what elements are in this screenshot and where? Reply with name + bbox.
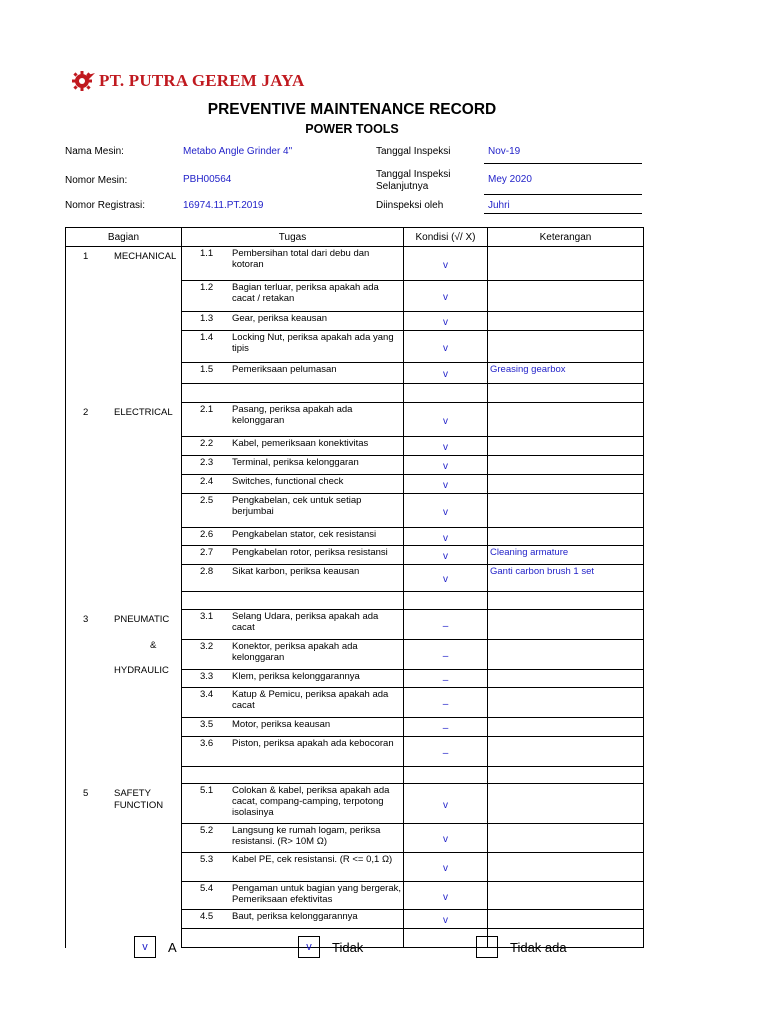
- spacer-cell: [404, 592, 488, 610]
- task-number: 2.4: [200, 476, 214, 487]
- task-row: [66, 610, 644, 640]
- keterangan-cell: [488, 853, 644, 882]
- task-number: 3.3: [200, 671, 214, 682]
- task-text: Locking Nut, periksa apakah ada yang tipis: [232, 332, 394, 354]
- task-number: 3.5: [200, 719, 214, 730]
- checkbox-a-label: A: [168, 940, 177, 955]
- keterangan-cell: [488, 528, 644, 546]
- task-text: Sikat karbon, periksa keausan: [232, 566, 360, 577]
- kondisi-value: v: [443, 292, 448, 303]
- nomor-registrasi-label: Nomor Registrasi:: [65, 200, 146, 211]
- section-label: [114, 788, 163, 812]
- checkbox-tidak-ada[interactable]: [476, 936, 498, 958]
- keterangan-cell: [488, 718, 644, 737]
- keterangan-cell: [488, 312, 644, 331]
- kondisi-value: –: [442, 748, 449, 759]
- tanggal-inspeksi-label: Tanggal Inspeksi: [376, 146, 451, 157]
- keterangan-cell: [488, 882, 644, 910]
- task-number: 2.7: [200, 547, 214, 558]
- keterangan-cell: [488, 403, 644, 437]
- section-cell: [66, 403, 182, 610]
- kondisi-cell: [404, 670, 488, 688]
- kondisi-value: v: [443, 533, 448, 544]
- keterangan-cell: [488, 475, 644, 494]
- checkbox-tidak-mark: v: [306, 941, 312, 953]
- task-text: Pengkabelan stator, cek resistansi: [232, 529, 377, 540]
- task-cell: [182, 882, 404, 910]
- nomor-mesin-label: Nomor Mesin:: [65, 175, 128, 186]
- section-number: 2: [83, 406, 89, 418]
- task-cell: [182, 403, 404, 437]
- nama-mesin-value: Metabo Angle Grinder 4": [183, 146, 293, 157]
- kondisi-value: v: [443, 507, 448, 518]
- checkbox-tidak-label: Tidak: [332, 940, 364, 955]
- task-number: 5.3: [200, 854, 214, 865]
- section-label-line1: MECHANICAL: [114, 251, 177, 262]
- task-row: [66, 784, 644, 824]
- spacer-cell: [488, 592, 644, 610]
- diinspeksi-oleh-underline: [484, 213, 642, 214]
- task-number: 3.6: [200, 738, 214, 749]
- kondisi-value: v: [443, 834, 448, 845]
- section-label-line2: &: [150, 639, 157, 651]
- task-text: Colokan & kabel, periksa apakah ada cacat, compang-camping, terpotong isolasinya: [232, 785, 390, 818]
- task-number: 4.5: [200, 911, 214, 922]
- company-logo: [70, 70, 305, 92]
- kondisi-cell: [404, 610, 488, 640]
- keterangan-cell: [488, 281, 644, 312]
- keterangan-cell: [488, 640, 644, 670]
- spacer-cell: [182, 767, 404, 784]
- task-text: Pembersihan total dari debu dan kotoran: [232, 248, 370, 270]
- task-number: 2.5: [200, 495, 214, 506]
- kondisi-cell: [404, 456, 488, 475]
- section-cell: [66, 247, 182, 403]
- spacer-cell: [488, 384, 644, 403]
- keterangan-cell: [488, 456, 644, 475]
- task-cell: [182, 640, 404, 670]
- section-cell: [66, 784, 182, 948]
- kondisi-cell: [404, 494, 488, 528]
- task-text: Langsung ke rumah logam, periksa resistansi. (R> 10M Ω): [232, 825, 381, 847]
- kondisi-cell: [404, 437, 488, 456]
- section-label: [114, 614, 169, 677]
- keterangan-cell: [488, 670, 644, 688]
- checkbox-a[interactable]: [134, 936, 156, 958]
- diinspeksi-oleh-value: Juhri: [488, 200, 510, 211]
- keterangan-value: Cleaning armature: [490, 547, 569, 558]
- section-number: 5: [83, 787, 89, 799]
- kondisi-cell: [404, 737, 488, 767]
- keterangan-cell: [488, 824, 644, 853]
- kondisi-value: v: [443, 416, 448, 427]
- kondisi-value: v: [443, 461, 448, 472]
- kondisi-cell: [404, 882, 488, 910]
- task-number: 5.4: [200, 883, 214, 894]
- document-subtitle: POWER TOOLS: [305, 122, 399, 136]
- section-label-line1: PNEUMATIC: [114, 613, 170, 625]
- tanggal-selanjutnya-label-line2: Selanjutnya: [376, 181, 429, 192]
- kondisi-cell: [404, 312, 488, 331]
- maintenance-table: [65, 227, 644, 948]
- tanggal-selanjutnya-label: [376, 169, 451, 193]
- task-number: 1.1: [200, 248, 214, 259]
- spacer-cell: [404, 767, 488, 784]
- keterangan-cell: [488, 610, 644, 640]
- kondisi-cell: [404, 853, 488, 882]
- header-kondisi: Kondisi (√/ X): [404, 228, 488, 247]
- document-title: PREVENTIVE MAINTENANCE RECORD: [207, 101, 497, 118]
- task-text: Konektor, periksa apakah ada kelonggaran: [232, 641, 358, 663]
- task-text: Pemeriksaan pelumasan: [232, 364, 337, 375]
- kondisi-value: –: [442, 651, 449, 662]
- task-text: Pasang, periksa apakah ada kelonggaran: [232, 404, 353, 426]
- task-number: 2.8: [200, 566, 214, 577]
- nomor-registrasi-value: 16974.11.PT.2019: [183, 200, 264, 211]
- task-cell: [182, 546, 404, 565]
- task-cell: [182, 910, 404, 929]
- task-text: Pengkabelan, cek untuk setiap berjumbai: [232, 495, 362, 517]
- task-text: Kabel PE, cek resistansi. (R <= 0,1 Ω): [232, 854, 393, 865]
- kondisi-value: v: [443, 343, 448, 354]
- task-number: 5.2: [200, 825, 214, 836]
- kondisi-cell: [404, 784, 488, 824]
- task-cell: [182, 824, 404, 853]
- task-cell: [182, 565, 404, 592]
- section-label: [114, 407, 173, 419]
- task-number: 2.1: [200, 404, 214, 415]
- task-cell: [182, 610, 404, 640]
- kondisi-cell: [404, 363, 488, 384]
- keterangan-value: Ganti carbon brush 1 set: [490, 566, 595, 577]
- spacer-cell: [404, 929, 488, 948]
- task-text: Baut, periksa kelonggarannya: [232, 911, 358, 922]
- task-cell: [182, 437, 404, 456]
- task-text: Pengaman untuk bagian yang bergerak, Pemeriksaan efektivitas: [232, 883, 402, 905]
- section-number: 3: [83, 613, 89, 625]
- task-row: [66, 247, 644, 281]
- task-cell: [182, 494, 404, 528]
- section-label-line3: HYDRAULIC: [114, 664, 169, 676]
- nama-mesin-label: Nama Mesin:: [65, 146, 124, 157]
- kondisi-cell: [404, 403, 488, 437]
- kondisi-value: v: [443, 260, 448, 271]
- kondisi-value: v: [443, 863, 448, 874]
- kondisi-cell: [404, 281, 488, 312]
- task-number: 5.1: [200, 785, 214, 796]
- task-number: 3.4: [200, 689, 214, 700]
- checkbox-a-mark: v: [142, 941, 148, 953]
- kondisi-cell: [404, 528, 488, 546]
- kondisi-cell: [404, 688, 488, 718]
- task-text: Pengkabelan rotor, periksa resistansi: [232, 547, 388, 558]
- task-number: 1.5: [200, 364, 214, 375]
- gear-logo-icon: [70, 70, 96, 92]
- kondisi-cell: [404, 247, 488, 281]
- task-number: 2.3: [200, 457, 214, 468]
- task-cell: [182, 528, 404, 546]
- keterangan-cell: [488, 363, 644, 384]
- kondisi-cell: [404, 824, 488, 853]
- task-text: Terminal, periksa kelonggaran: [232, 457, 359, 468]
- table-header-row: [66, 228, 644, 247]
- task-cell: [182, 312, 404, 331]
- task-text: Bagian terluar, periksa apakah ada cacat / retakan: [232, 282, 379, 304]
- tanggal-inspeksi-value: Nov-19: [488, 146, 521, 157]
- header-keterangan: Keterangan: [488, 228, 644, 247]
- keterangan-cell: [488, 494, 644, 528]
- header-bagian: Bagian: [66, 228, 182, 247]
- task-text: Katup & Pemicu, periksa apakah ada cacat: [232, 689, 389, 711]
- kondisi-cell: [404, 331, 488, 363]
- kondisi-value: –: [442, 675, 449, 686]
- task-cell: [182, 670, 404, 688]
- task-text: Switches, functional check: [232, 476, 344, 487]
- keterangan-cell: [488, 331, 644, 363]
- task-number: 1.2: [200, 282, 214, 293]
- task-cell: [182, 331, 404, 363]
- task-number: 2.2: [200, 438, 214, 449]
- keterangan-cell: [488, 247, 644, 281]
- task-number: 1.4: [200, 332, 214, 343]
- tanggal-selanjutnya-label-line1: Tanggal Inspeksi: [376, 169, 451, 180]
- keterangan-value: Greasing gearbox: [490, 364, 566, 375]
- section-cell: [66, 610, 182, 784]
- task-cell: [182, 456, 404, 475]
- task-row: [66, 403, 644, 437]
- kondisi-cell: [404, 910, 488, 929]
- diinspeksi-oleh-label: Diinspeksi oleh: [376, 200, 444, 211]
- keterangan-cell: [488, 784, 644, 824]
- kondisi-value: v: [443, 551, 448, 562]
- spacer-cell: [182, 929, 404, 948]
- task-cell: [182, 853, 404, 882]
- kondisi-value: v: [443, 915, 448, 926]
- task-cell: [182, 363, 404, 384]
- tanggal-selanjutnya-underline: [484, 194, 642, 195]
- task-text: Selang Udara, periksa apakah ada cacat: [232, 611, 379, 633]
- tanggal-selanjutnya-value: Mey 2020: [488, 174, 532, 185]
- task-number: 3.1: [200, 611, 214, 622]
- kondisi-value: –: [442, 699, 449, 710]
- keterangan-cell: [488, 437, 644, 456]
- task-number: 2.6: [200, 529, 214, 540]
- spacer-cell: [182, 592, 404, 610]
- checkbox-tidak-ada-label: Tidak ada: [510, 940, 567, 955]
- nomor-mesin-value: PBH00564: [183, 174, 232, 185]
- keterangan-cell: [488, 546, 644, 565]
- kondisi-cell: [404, 718, 488, 737]
- task-cell: [182, 784, 404, 824]
- kondisi-value: v: [443, 480, 448, 491]
- keterangan-cell: [488, 737, 644, 767]
- kondisi-cell: [404, 640, 488, 670]
- task-cell: [182, 475, 404, 494]
- keterangan-cell: [488, 688, 644, 718]
- kondisi-cell: [404, 546, 488, 565]
- spacer-cell: [404, 384, 488, 403]
- spacer-cell: [488, 767, 644, 784]
- section-number: 1: [83, 251, 89, 262]
- task-number: 1.3: [200, 313, 214, 324]
- kondisi-value: v: [443, 369, 448, 380]
- kondisi-value: v: [443, 442, 448, 453]
- section-label-line2: FUNCTION: [114, 799, 164, 811]
- kondisi-value: v: [443, 800, 448, 811]
- keterangan-cell: [488, 910, 644, 929]
- keterangan-cell: [488, 565, 644, 592]
- task-number: 3.2: [200, 641, 214, 652]
- kondisi-cell: [404, 565, 488, 592]
- kondisi-cell: [404, 475, 488, 494]
- kondisi-value: v: [443, 574, 448, 585]
- checkbox-tidak[interactable]: [298, 936, 320, 958]
- task-cell: [182, 737, 404, 767]
- task-text: Klem, periksa kelonggarannya: [232, 671, 360, 682]
- kondisi-value: –: [442, 621, 449, 632]
- section-label: [114, 251, 176, 263]
- kondisi-value: v: [443, 892, 448, 903]
- kondisi-value: v: [443, 317, 448, 328]
- kondisi-value: –: [442, 723, 449, 734]
- spacer-cell: [182, 384, 404, 403]
- task-cell: [182, 281, 404, 312]
- task-text: Motor, periksa keausan: [232, 719, 331, 730]
- task-cell: [182, 688, 404, 718]
- section-label-line1: SAFETY: [114, 787, 151, 799]
- header-tugas: Tugas: [182, 228, 404, 247]
- task-text: Gear, periksa keausan: [232, 313, 328, 324]
- task-cell: [182, 718, 404, 737]
- company-name: PT. PUTRA GEREM JAYA: [99, 71, 305, 90]
- tanggal-inspeksi-underline: [484, 163, 642, 164]
- task-text: Piston, periksa apakah ada kebocoran: [232, 738, 394, 749]
- section-label-line1: ELECTRICAL: [114, 406, 173, 418]
- task-cell: [182, 247, 404, 281]
- task-text: Kabel, pemeriksaan konektivitas: [232, 438, 369, 449]
